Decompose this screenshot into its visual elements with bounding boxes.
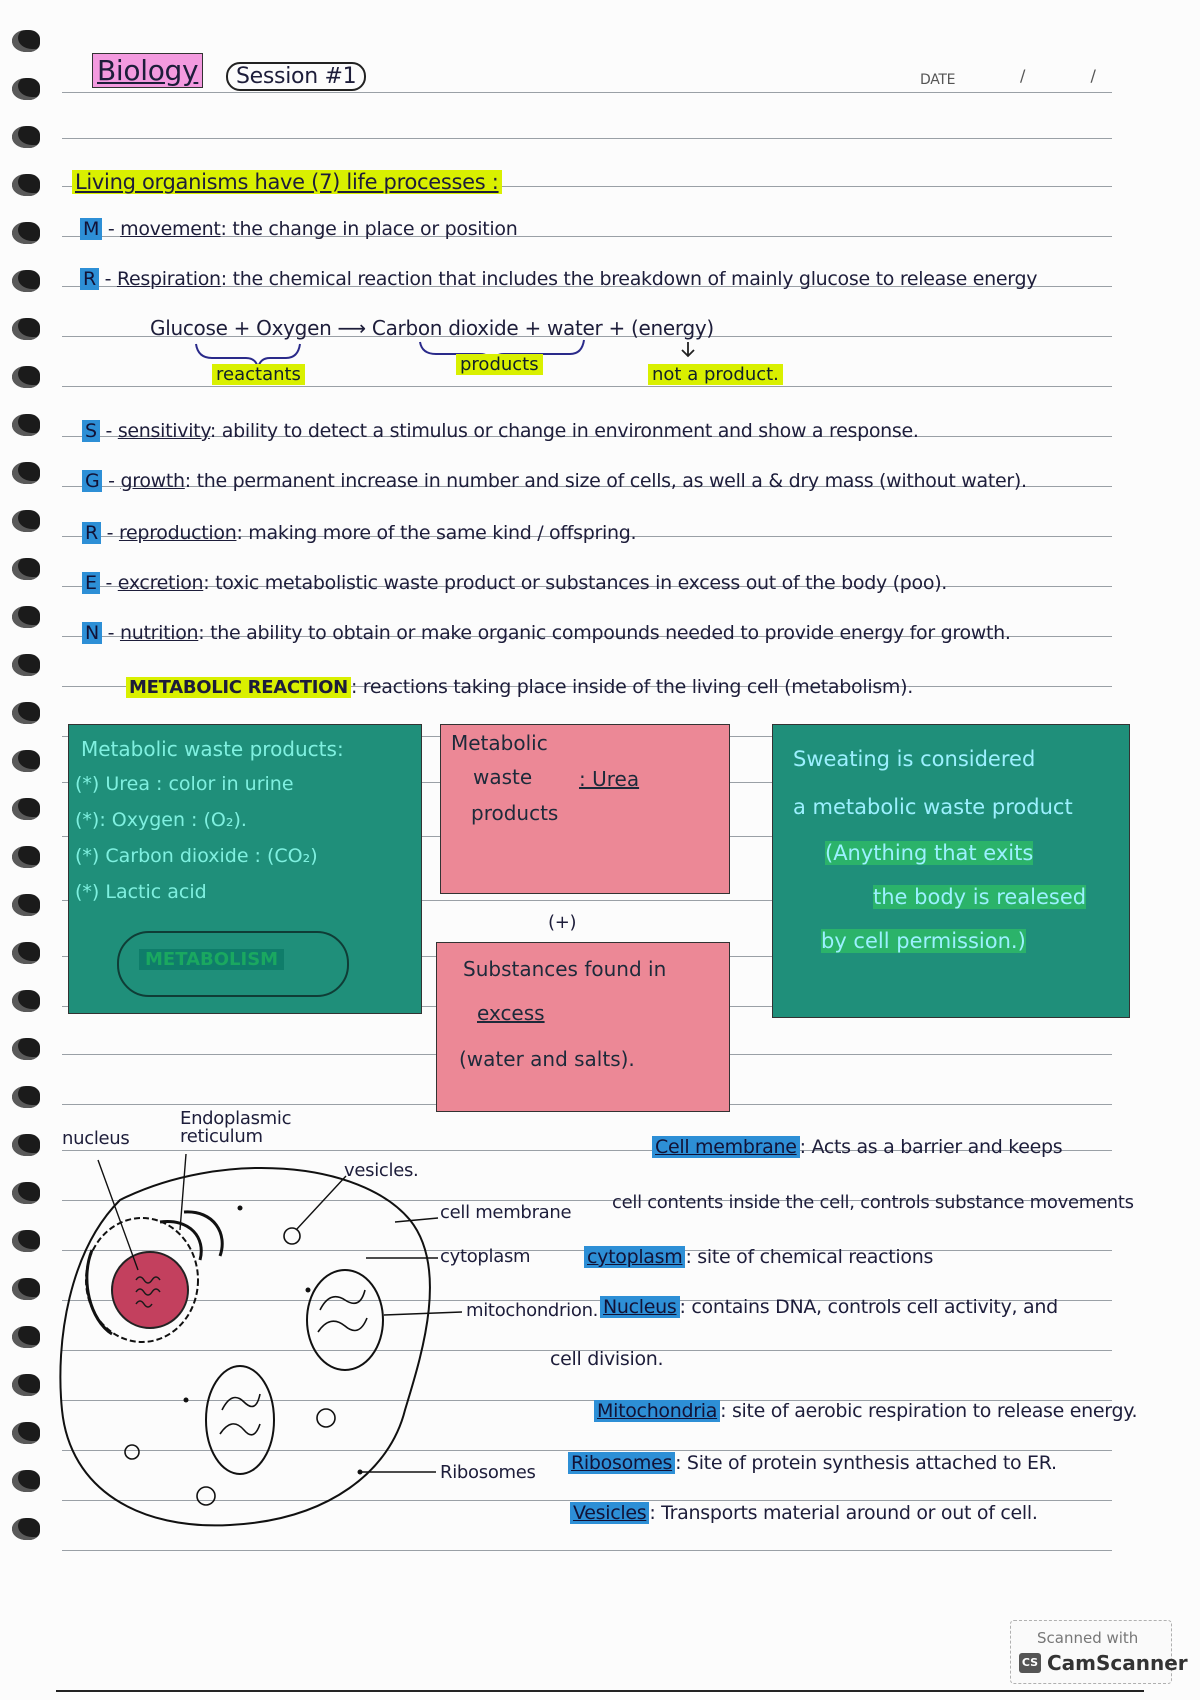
waste-products-title: Metabolic waste products: — [81, 737, 344, 761]
spiral-ring — [12, 414, 40, 436]
spiral-ring — [12, 990, 40, 1012]
spiral-ring — [12, 894, 40, 916]
spiral-ring — [12, 510, 40, 532]
organelle-term: Nucleus — [600, 1296, 680, 1318]
mitochondrion-cristae — [220, 1394, 260, 1435]
organelle-definition: : Site of protein synthesis attached to ER. — [675, 1452, 1057, 1474]
vesicle — [197, 1487, 215, 1505]
process-term: growth — [120, 470, 185, 492]
organelle-definition: : Transports material around or out of cell. — [649, 1502, 1038, 1524]
organelle-nucleus — [600, 1296, 1058, 1318]
subject-title — [92, 54, 203, 87]
ribosome — [238, 1206, 243, 1211]
organelle-vesicles — [570, 1502, 1038, 1524]
process-letter: E — [82, 572, 100, 594]
organelle-definition: : Acts as a barrier and keeps — [799, 1136, 1063, 1158]
animal-cell-diagram — [0, 1110, 620, 1550]
ribosome — [358, 1470, 363, 1475]
mitochondrion — [206, 1366, 274, 1474]
metabolic-waste-line2: waste — [473, 765, 533, 789]
waste-item: (*): Oxygen : (O₂). — [75, 809, 247, 831]
process-term: reproduction — [118, 522, 237, 544]
spiral-ring — [12, 1086, 40, 1108]
process-definition: : the change in place or position — [220, 218, 518, 240]
date-label: DATE — [920, 72, 956, 88]
process-respiration: R - Respiration: the chemical reaction that includes the breakdown of mainly glucose to release energy — [80, 268, 1037, 290]
ribosome — [184, 1398, 189, 1403]
spiral-ring — [12, 270, 40, 292]
intro-heading-text: Living organisms have (7) life processes : — [72, 170, 502, 194]
sticky-note-metabolic-waste — [440, 724, 730, 894]
process-definition: : the permanent increase in number and size of cells, as well a & dry mass (without water). — [184, 470, 1027, 492]
leader-vesicles — [296, 1176, 346, 1230]
process-growth: G - growth: the permanent increase in number and size of cells, as well a & dry mass (without water). — [82, 470, 1027, 492]
leader-mitochondrion — [384, 1312, 462, 1315]
organelle-cell-membrane — [652, 1136, 1062, 1158]
sweating-line3: (Anything that exits — [825, 841, 1034, 865]
process-letter: R — [80, 268, 99, 290]
spiral-ring — [12, 30, 40, 52]
ruled-line — [62, 1550, 1112, 1551]
organelle-definition: : contains DNA, controls cell activity, and — [679, 1296, 1058, 1318]
process-letter: M — [80, 218, 102, 240]
process-definition: : making more of the same kind / offspring. — [236, 522, 637, 544]
label-vesicles: vesicles. — [344, 1160, 419, 1181]
watermark-line1: Scanned with — [1037, 1629, 1139, 1647]
excess-line1: Substances found in — [463, 957, 667, 981]
metabolic-reaction-line — [126, 676, 913, 698]
products-label: products — [456, 354, 543, 375]
label-ribosomes: Ribosomes — [440, 1462, 536, 1483]
spiral-ring — [12, 702, 40, 724]
label-endoplasmic-reticulum: Endoplasmic reticulum — [180, 1108, 292, 1147]
process-term: movement — [120, 218, 221, 240]
waste-item: (*) Lactic acid — [75, 881, 207, 903]
metabolic-waste-value: : Urea — [579, 767, 640, 791]
organelle-mitochondria — [594, 1400, 1137, 1422]
organelle-nucleus-cont: cell division. — [550, 1348, 664, 1370]
process-sensitivity: S - sensitivity: ability to detect a stimulus or change in environment and show a response. — [82, 420, 919, 442]
mitochondrion — [307, 1270, 383, 1370]
organelle-ribosomes — [568, 1452, 1057, 1474]
sticky-note-excess-substances — [436, 942, 730, 1112]
spiral-ring — [12, 222, 40, 244]
process-excretion: E - excretion: toxic metabolistic waste product or substances in excess out of the body (poo). — [82, 572, 947, 594]
session-badge — [226, 62, 366, 91]
camscanner-watermark — [1010, 1620, 1188, 1684]
organelle-term: Cell membrane — [652, 1136, 800, 1158]
spiral-ring — [12, 606, 40, 628]
vesicle — [317, 1409, 335, 1427]
sticky-note-sweating — [772, 724, 1130, 1018]
process-movement: M - movement: the change in place or position — [80, 218, 517, 240]
nucleus — [112, 1252, 188, 1328]
respiration-equation: Glucose + Oxygen ⟶ Carbon dioxide + water + (energy) — [150, 316, 714, 340]
sweating-line4: the body is realesed — [873, 885, 1087, 909]
process-definition: : the ability to obtain or make organic compounds needed to provide energy for growth. — [198, 622, 1011, 644]
organelle-term: cytoplasm — [584, 1246, 685, 1268]
process-letter: R — [82, 522, 101, 544]
process-definition: : toxic metabolistic waste product or substances in excess out of the body (poo). — [203, 572, 948, 594]
spiral-ring — [12, 462, 40, 484]
spiral-ring — [12, 654, 40, 676]
not-product-label: not a product. — [648, 364, 783, 385]
date-value: / / — [1020, 66, 1126, 85]
excess-line3: (water and salts). — [459, 1047, 635, 1071]
camscanner-logo-icon: CS — [1019, 1653, 1041, 1673]
label-cytoplasm: cytoplasm — [440, 1246, 531, 1267]
process-letter: N — [82, 622, 102, 644]
spiral-ring — [12, 78, 40, 100]
organelle-term: Vesicles — [570, 1502, 649, 1524]
spiral-ring — [12, 558, 40, 580]
spiral-ring — [12, 798, 40, 820]
organelle-definition: : site of aerobic respiration to release energy. — [720, 1400, 1138, 1422]
organelle-definition: : site of chemical reactions — [685, 1246, 934, 1268]
organelle-cytoplasm — [584, 1246, 933, 1268]
label-mitochondrion: mitochondrion. — [466, 1300, 599, 1321]
waste-item: (*) Carbon dioxide : (CO₂) — [75, 845, 318, 867]
organelle-cell-membrane-cont: cell contents inside the cell, controls substance movements — [612, 1192, 1134, 1213]
waste-item: (*) Urea : color in urine — [75, 773, 294, 795]
watermark-line2: CamScanner — [1047, 1651, 1188, 1675]
ruled-line — [62, 138, 1112, 139]
ruled-line — [62, 92, 1112, 93]
metabolic-waste-line1: Metabolic — [451, 731, 548, 755]
bottom-rule — [56, 1690, 1144, 1692]
process-term: Respiration — [116, 268, 221, 290]
label-cell-membrane: cell membrane — [440, 1202, 572, 1223]
metabolic-waste-line3: products — [471, 801, 559, 825]
process-nutrition: N - nutrition: the ability to obtain or make organic compounds needed to provide energy for growth. — [82, 622, 1011, 644]
leader-er — [180, 1154, 186, 1230]
reactants-label: reactants — [212, 364, 305, 385]
energy-arrow — [682, 342, 694, 356]
vesicle — [125, 1445, 139, 1459]
organelle-term: Ribosomes — [568, 1452, 675, 1474]
process-reproduction: R - reproduction: making more of the same kind / offspring. — [82, 522, 636, 544]
plus-sign: (+) — [548, 912, 577, 933]
process-definition: : the chemical reaction that includes the breakdown of mainly glucose to release energy — [220, 268, 1038, 290]
label-nucleus: nucleus — [62, 1128, 130, 1149]
sweating-line2: a metabolic waste product — [793, 795, 1073, 819]
subject-text: Biology — [92, 53, 203, 88]
spiral-ring — [12, 942, 40, 964]
mitochondrion-cristae — [318, 1290, 367, 1332]
ribosome — [306, 1288, 311, 1293]
intro-heading — [72, 170, 502, 194]
metabolic-reaction-definition: : reactions taking place inside of the living cell (metabolism). — [350, 676, 913, 698]
spiral-ring — [12, 126, 40, 148]
process-definition: : ability to detect a stimulus or change in environment and show a response. — [209, 420, 919, 442]
excess-line2: excess — [477, 1001, 545, 1025]
spiral-ring — [12, 750, 40, 772]
organelle-term: Mitochondria — [594, 1400, 720, 1422]
leader-cell-membrane — [395, 1218, 438, 1222]
process-letter: S — [82, 420, 100, 442]
spiral-ring — [12, 174, 40, 196]
process-term: excretion — [117, 572, 204, 594]
spiral-ring — [12, 1038, 40, 1060]
process-term: nutrition — [119, 622, 199, 644]
vesicle — [284, 1228, 300, 1244]
sticky-note-waste-products — [68, 724, 422, 1014]
leader-nucleus — [98, 1160, 138, 1270]
process-term: sensitivity — [117, 420, 210, 442]
sweating-line5: by cell permission.) — [821, 929, 1026, 953]
spiral-ring — [12, 846, 40, 868]
process-letter: G — [82, 470, 102, 492]
metabolic-reaction-term: METABOLIC REACTION — [126, 677, 351, 698]
equation-braces — [0, 336, 1200, 396]
session-text: Session #1 — [236, 64, 357, 89]
sweating-line1: Sweating is considered — [793, 747, 1036, 771]
metabolism-badge: METABOLISM — [139, 949, 284, 970]
